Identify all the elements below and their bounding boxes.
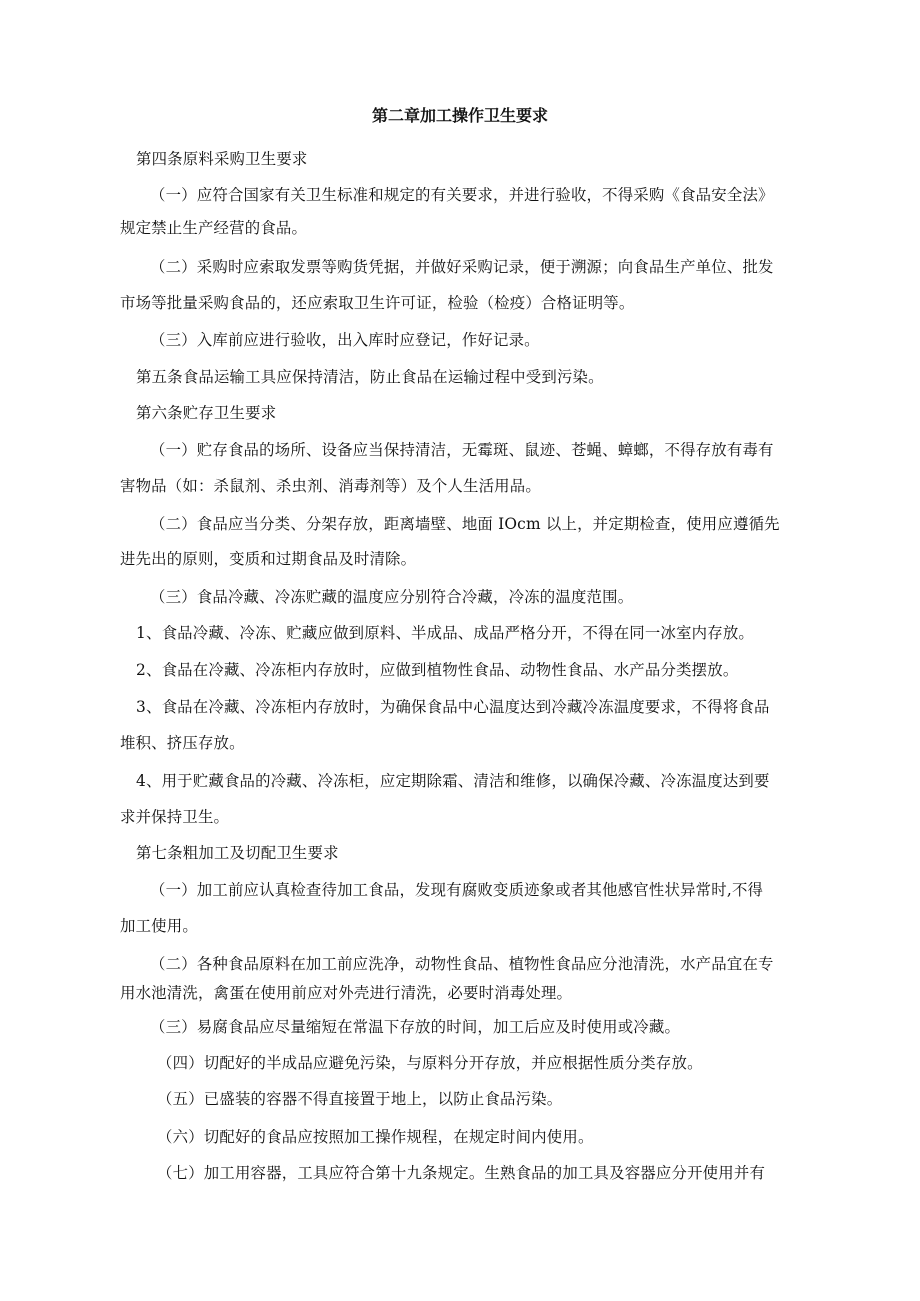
paragraph-line: 堆积、挤压存放。: [120, 734, 245, 752]
article-4-heading: 第四条原料采购卫生要求: [136, 150, 308, 168]
paragraph-line: 用水池清洗，禽蛋在使用前应对外壳进行清洗，必要时消毒处理。: [120, 984, 573, 1002]
paragraph-line: 求并保持卫生。: [120, 808, 230, 826]
paragraph-line: 加工使用。: [120, 917, 198, 935]
chapter-title: 第二章加工操作卫生要求: [371, 106, 548, 125]
list-item: 1、食品冷藏、冷冻、贮藏应做到原料、半成品、成品严格分开，不得在同一冰室内存放。: [136, 624, 755, 642]
article-7-heading: 第七条粗加工及切配卫生要求: [136, 844, 339, 862]
paragraph-line: （二）各种食品原料在加工前应洗净，动物性食品、植物性食品应分池清洗，水产品宜在专: [150, 955, 774, 973]
paragraph-line: （五）已盛装的容器不得直接置于地上，以防止食品污染。: [157, 1090, 563, 1108]
paragraph-line: （二）食品应当分类、分架存放，距离墙壁、地面 IOcm 以上，并定期检查，使用应遵循先: [150, 515, 780, 533]
paragraph-line: （一）应符合国家有关卫生标准和规定的有关要求，并进行验收，不得采购《食品安全法》: [150, 186, 774, 204]
paragraph-line: （二）采购时应索取发票等购货凭据，并做好采购记录，便于溯源；向食品生产单位、批发: [150, 258, 774, 276]
paragraph-line: （七）加工用容器，工具应符合第十九条规定。生熟食品的加工具及容器应分开使用并有: [157, 1164, 766, 1182]
list-item: 2、食品在冷藏、冷冻柜内存放时，应做到植物性食品、动物性食品、水产品分类摆放。: [136, 661, 739, 679]
list-item: 3、食品在冷藏、冷冻柜内存放时，为确保食品中心温度达到冷藏冷冻温度要求，不得将食品: [136, 698, 770, 716]
paragraph-line: 市场等批量采购食品的，还应索取卫生许可证，检验（检疫）合格证明等。: [120, 294, 635, 312]
paragraph-line: 规定禁止生产经营的食品。: [120, 219, 308, 237]
article-6-heading: 第六条贮存卫生要求: [136, 404, 277, 422]
paragraph-line: 害物品（如：杀鼠剂、杀虫剂、消毒剂等）及个人生活用品。: [120, 477, 541, 495]
paragraph-line: （四）切配好的半成品应避免污染，与原料分开存放，并应根据性质分类存放。: [157, 1054, 703, 1072]
paragraph-line: （三）食品冷藏、冷冻贮藏的温度应分别符合冷藏，冷冻的温度范围。: [150, 588, 634, 606]
paragraph-line: （三）入库前应进行验收，出入库时应登记，作好记录。: [150, 331, 540, 349]
paragraph-line: （一）加工前应认真检查待加工食品，发现有腐败变质迹象或者其他感官性状异常时,不得: [150, 881, 764, 899]
list-item: 4、用于贮藏食品的冷藏、冷冻柜，应定期除霜、清洁和维修，以确保冷藏、冷冻温度达到要: [136, 772, 770, 790]
paragraph-line: （一）贮存食品的场所、设备应当保持清洁，无霉斑、鼠迹、苍蝇、蟑螂，不得存放有毒有: [150, 441, 774, 459]
paragraph-line: 进先出的原则，变质和过期食品及时清除。: [120, 550, 417, 568]
article-5-heading: 第五条食品运输工具应保持清洁，防止食品在运输过程中受到污染。: [136, 368, 604, 386]
paragraph-line: （六）切配好的食品应按照加工操作规程，在规定时间内使用。: [157, 1128, 594, 1146]
paragraph-line: （三）易腐食品应尽量缩短在常温下存放的时间，加工后应及时使用或冷藏。: [150, 1018, 681, 1036]
